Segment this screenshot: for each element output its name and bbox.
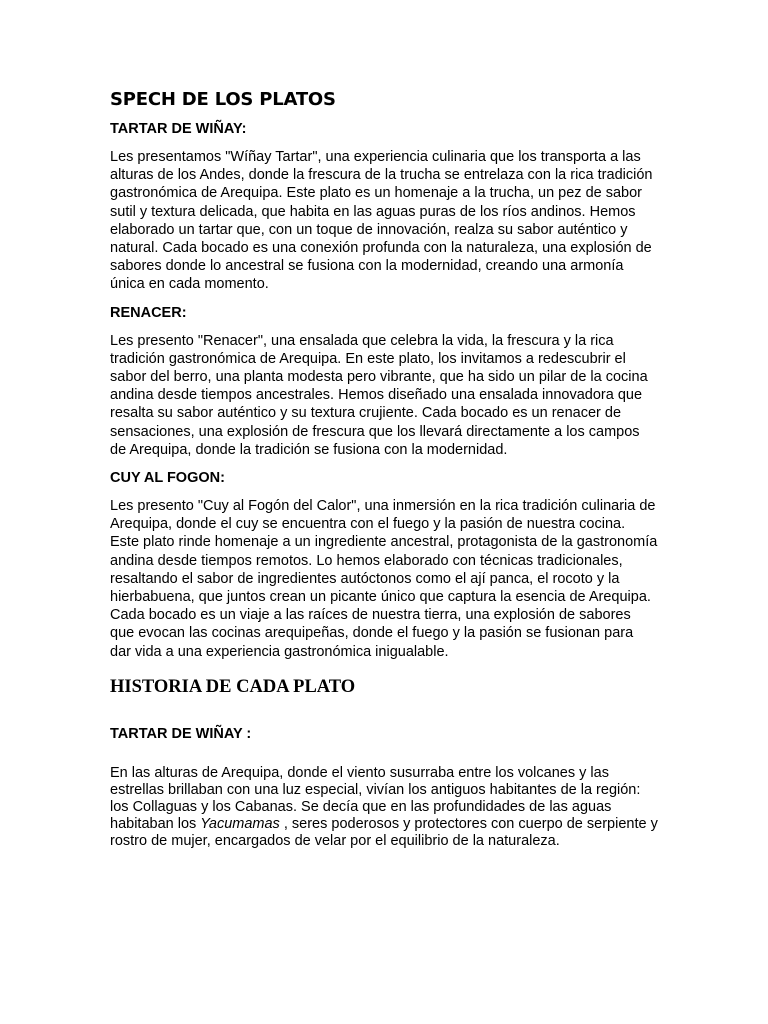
history-heading-tartar: TARTAR DE WIÑAY :: [110, 725, 252, 742]
history-section-tartar: [110, 725, 658, 850]
dish-text-tartar: Les presentamos "Wíñay Tartar", una experiencia culinaria que los transporta a las alturas de los Andes, donde la frescura de la trucha se entrelaza con la rica tradición gastronómica de Arequipa. Este plato es un homenaje a la trucha, un pez de sabor sutil y textura delicada, que habita en las aguas puras de los ríos andinos. Hemos elaborado un tartar que, con un toque de innovación, realza su sabor auténtico y natural. Cada bocado es una conexión profunda con la naturaleza, una explosión de sabores donde lo ancestral se fusiona con la modernidad, creando una armonía única en cada momento.: [110, 149, 653, 293]
dish-heading-renacer: RENACER:: [110, 304, 187, 321]
document-page: [110, 88, 658, 850]
history-text-part-1: En las alturas de Arequipa, donde el viento susurraba entre los volcanes y las estrellas brillaban con una luz especial, vivían los antiguos habitantes de la región: los Collaguas y los Cabanas. Se decía que en las profundidades de las aguas habitaban los: [110, 764, 641, 832]
history-title: HISTORIA DE CADA PLATO: [110, 676, 356, 697]
dish-section-renacer: [110, 304, 658, 459]
dish-section-tartar: [110, 120, 658, 294]
history-text-yacumamas: Yacumamas: [200, 815, 280, 832]
document-title: SPECH DE LOS PLATOS: [110, 89, 336, 110]
dish-text-renacer: Les presento "Renacer", una ensalada que celebra la vida, la frescura y la rica tradición gastronómica de Arequipa. En este plato, los invitamos a redescubrir el sabor del berro, una planta modesta pero vibrante, que ha sido un pilar de la cocina andina desde tiempos ancestrales. Hemos diseñado una ensalada innovadora que resalta su sabor auténtico y su textura crujiente. Cada bocado es un renacer de sensaciones, una explosión de frescura que los llevará directamente a los campos de Arequipa, donde la tradición se fusiona con la modernidad.: [110, 332, 648, 458]
history-text-tartar: [110, 765, 658, 850]
history-text-part-2: , seres poderosos y protectores con cuerpo de serpiente y rostro de mujer, encargados de velar por el equilibrio de la naturaleza.: [110, 815, 658, 849]
dish-text-cuy: Les presento "Cuy al Fogón del Calor", una inmersión en la rica tradición culinaria de Arequipa, donde el cuy se encuentra con el fuego y la pasión de nuestra cocina. Este plato rinde homenaje a un ingrediente ancestral, protagonista de la gastronomía andina desde tiempos remotos. Lo hemos elaborado con técnicas tradicionales, resaltando el sabor de ingredientes autóctonos como el ají panca, el rocoto y la hierbabuena, que juntos crean un picante único que captura la esencia de Arequipa. Cada bocado es un viaje a las raíces de nuestra tierra, una explosión de sabores que evocan las cocinas arequipeñas, donde el fuego y la pasión se fusionan para dar vida a una experiencia gastronómica inigualable.: [110, 498, 658, 660]
dish-section-cuy: [110, 469, 658, 661]
dish-heading-tartar: TARTAR DE WIÑAY:: [110, 121, 247, 137]
dish-heading-cuy: CUY AL FOGON:: [110, 470, 225, 487]
